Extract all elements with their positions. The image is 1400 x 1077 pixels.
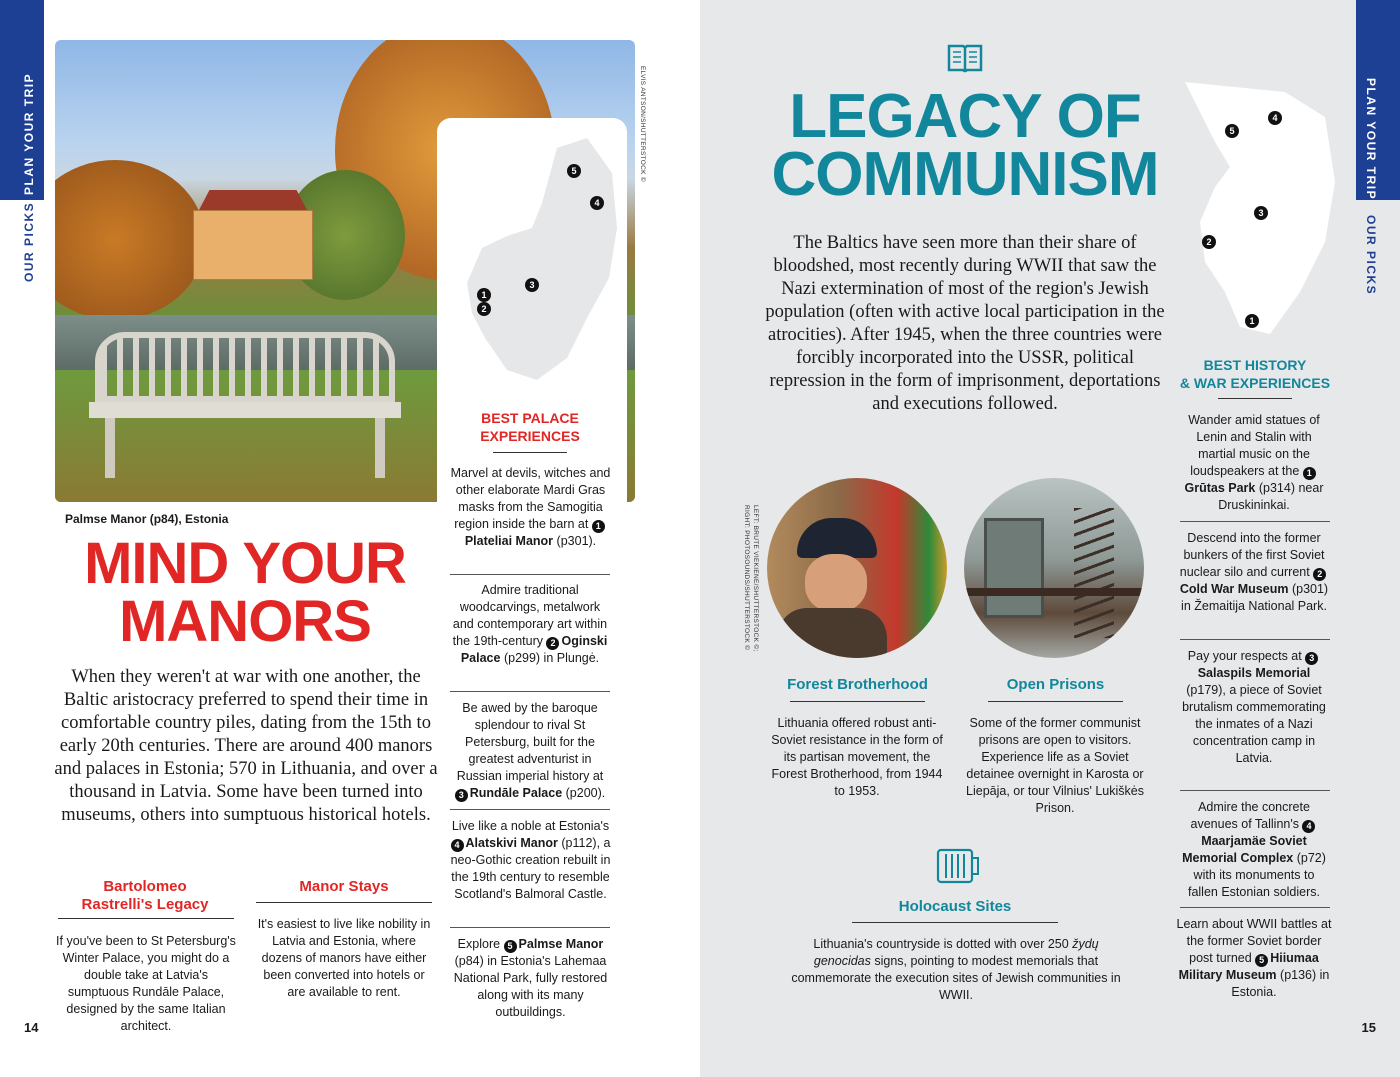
list-divider	[450, 574, 610, 575]
list-divider	[1180, 790, 1330, 791]
title-line-1: MIND YOUR	[84, 531, 406, 596]
open-prisons-text: Some of the former communist prisons are open to visitors. Experience life as a Soviet detainee overnight in Karosta or Liepāja, or tour Vilnius' Lukiškės Prison.	[966, 716, 1144, 815]
map-pin-3: 3	[1254, 206, 1268, 220]
open-prisons-photo	[964, 478, 1144, 658]
history-item-2	[1178, 530, 1330, 615]
history-heading-line2: & WAR EXPERIENCES	[1179, 375, 1331, 391]
palace-heading	[445, 409, 615, 445]
number-badge: 5	[504, 940, 517, 953]
map-pin-5: 5	[1225, 124, 1239, 138]
item-text: Wander amid statues of Lenin and Stalin with martial music on the loudspeakers at the	[1188, 413, 1320, 478]
list-divider	[450, 691, 610, 692]
holocaust-text-before: Lithuania's countryside is dotted with over 250	[813, 937, 1069, 951]
list-divider	[1180, 907, 1330, 908]
palace-item-1	[448, 465, 613, 550]
history-item-3	[1178, 648, 1330, 767]
item-text: Admire traditional woodcarvings, metalwork and contemporary art within the 19th-century	[452, 583, 608, 648]
box-manor-stays-text: It's easiest to live like nobility in Latvia and Estonia, where dozens of manors have either been converted into hotels or are available to rent.	[257, 917, 431, 999]
holocaust-sites-title: Holocaust Sites	[898, 898, 1012, 915]
book-icon	[945, 40, 985, 76]
page-number: 14	[24, 1020, 39, 1035]
item-place: Salaspils Memorial	[1197, 666, 1311, 680]
map-pin-3: 3	[525, 278, 539, 292]
title-line-2: COMMUNISM	[771, 140, 1159, 209]
item-ref: (p301) in Žemaitija National Park.	[1181, 582, 1329, 613]
section-label: OUR PICKS	[22, 201, 36, 282]
item-ref: (p112), a neo-Gothic creation rebuilt in the 19th century to resemble Scotland's Balmoral Castle.	[450, 836, 611, 901]
divider	[256, 902, 432, 903]
bar-chart-icon	[936, 846, 980, 886]
box-rastrelli-title	[60, 878, 230, 914]
item-text: Descend into the former bunkers of the first Soviet nuclear silo and current	[1179, 531, 1325, 579]
list-divider	[450, 927, 610, 928]
number-badge: 4	[451, 839, 464, 852]
box-manor-stays-title: Manor Stays	[299, 878, 389, 895]
item-text: Be awed by the baroque splendour to rival St Petersburg, built for the greatest adventurist in Russian imperial history at	[456, 701, 604, 783]
item-text: Live like a noble at Estonia's	[451, 819, 610, 833]
item-ref: (p84) in Estonia's Lahemaa National Park, fully restored along with its many outbuildings.	[453, 954, 608, 1019]
item-text: Marvel at devils, witches and other elaborate Mardi Gras masks from the Samogitia region inside the barn at	[450, 466, 611, 531]
item-text: Explore	[457, 937, 501, 951]
list-divider	[1180, 639, 1330, 640]
number-badge: 1	[1303, 467, 1316, 480]
photo-credit: ELVIS ANTSON/SHUTTERSTOCK ©	[639, 66, 646, 182]
item-ref: (p301).	[556, 534, 597, 548]
item-ref: (p72) with its monuments to fallen Estonian soldiers.	[1187, 851, 1326, 899]
photo-caption: Palmse Manor (p84), Estonia	[65, 512, 229, 526]
item-text: Learn about WWII battles at the former Soviet border post turned	[1176, 917, 1332, 965]
number-badge: 2	[546, 637, 559, 650]
holocaust-text-after: signs, pointing to modest memorials that commemorate the execution sites of Jewish communities in WWII.	[791, 954, 1121, 1002]
map-pin-4: 4	[1268, 111, 1282, 125]
item-place: Oginski Palace	[460, 634, 608, 665]
map-pin-5: 5	[567, 164, 581, 178]
number-badge: 3	[455, 789, 468, 802]
number-badge: 1	[592, 520, 605, 533]
item-ref: (p314) near Druskininkai.	[1218, 481, 1324, 512]
item-place: Rundāle Palace	[469, 786, 563, 800]
map-pin-1: 1	[477, 288, 491, 302]
palace-heading-line2: EXPERIENCES	[480, 428, 580, 444]
item-ref: (p299) in Plungė.	[503, 651, 600, 665]
divider	[1218, 398, 1292, 399]
box-rastrelli-title-line1: Bartolomeo	[103, 878, 187, 895]
palace-heading-line1: BEST PALACE	[481, 410, 579, 426]
bench	[95, 332, 395, 482]
divider	[988, 701, 1123, 702]
forest-brotherhood-title: Forest Brotherhood	[787, 676, 928, 693]
item-place: Alatskivi Manor	[465, 836, 558, 850]
palace-item-5	[448, 936, 613, 1021]
open-prisons-title: Open Prisons	[1006, 676, 1105, 693]
map-pin-2: 2	[1202, 235, 1216, 249]
map-pin-4: 4	[590, 196, 604, 210]
item-place: Grūtas Park	[1184, 481, 1256, 495]
list-divider	[1180, 521, 1330, 522]
history-item-5	[1175, 916, 1333, 1001]
box-rastrelli-text: If you've been to St Petersburg's Winter Palace, you might do a double take at Latvia's sumptuous Rundāle Palace, designed by the same Italian architect.	[56, 934, 236, 1033]
item-ref: (p179), a piece of Soviet brutalism commemorating the inmates of a Nazi concentration camp in Latvia.	[1182, 683, 1326, 765]
page-title	[55, 531, 435, 654]
palace-item-3	[450, 700, 610, 802]
map-pin-1: 1	[1245, 314, 1259, 328]
item-ref: (p136) in Estonia.	[1231, 968, 1330, 999]
holocaust-sites-text	[790, 936, 1122, 1004]
holocaust-text-italic: žydų genocidas	[813, 937, 1099, 968]
baltics-map-left	[437, 118, 627, 388]
history-heading-line1: BEST HISTORY	[1203, 357, 1307, 373]
box-rastrelli-title-line2: Rastrelli's Legacy	[81, 896, 209, 913]
intro-text: When they weren't at war with one another, the Baltic aristocracy preferred to spend their time in comfortable country piles, dating from the 15th to early 20th centuries. There are around 400 manors and palaces in Estonia; 570 in Lithuania, and over a thousand in Latvia. Some have been turned into museums, others into sumptuous historical hotels.	[54, 667, 438, 825]
right-page-title	[760, 82, 1170, 209]
section-label: OUR PICKS	[1364, 215, 1378, 296]
forest-brotherhood-photo	[767, 478, 947, 658]
item-text: Pay your respects at	[1187, 649, 1302, 663]
item-place: Palmse Manor	[518, 937, 604, 951]
item-text: Admire the concrete avenues of Tallinn's	[1190, 800, 1310, 831]
right-intro-text: The Baltics have seen more than their share of bloodshed, most recently during WWII that saw the Nazi extermination of most of the region's Jewish population (often with active local participation in the atrocities). After 1945, when the three countries were forcibly incorporated into the USSR, political repression in the form of imprisonment, deportations and executions followed.	[765, 233, 1165, 414]
number-badge: 2	[1313, 568, 1326, 581]
title-line-1: LEGACY OF	[789, 82, 1141, 151]
item-place: Cold War Museum	[1179, 582, 1289, 596]
number-badge: 3	[1305, 652, 1318, 665]
list-divider	[450, 809, 610, 810]
item-place: Maarjamäe Soviet Memorial Complex	[1182, 834, 1307, 865]
number-badge: 5	[1255, 954, 1268, 967]
photo-credit-line2: RIGHT: PHOTOSOUNDS/SHUTTERSTOCK ©	[743, 505, 750, 651]
history-item-4	[1178, 799, 1330, 901]
tab-label: PLAN YOUR TRIP	[22, 72, 36, 195]
tab-plan-your-trip-right	[1356, 0, 1400, 200]
forest-brotherhood-text: Lithuania offered robust anti-Soviet resistance in the form of its partisan movement, the Forest Brotherhood, from 1944 to 1953.	[771, 716, 943, 798]
title-line-2: MANORS	[119, 589, 371, 654]
photo-credit-line1: LEFT: BRUTE VIEKIENE/SHUTTERSTOCK ©;	[752, 505, 759, 652]
item-ref: (p200).	[565, 786, 606, 800]
number-badge: 4	[1302, 820, 1315, 833]
item-place: Hiiumaa Military Museum	[1178, 951, 1319, 982]
tab-label: PLAN YOUR TRIP	[1364, 78, 1378, 201]
map-pin-2: 2	[477, 302, 491, 316]
item-place: Plateliai Manor	[464, 534, 554, 548]
divider	[493, 452, 567, 453]
history-heading	[1175, 356, 1335, 392]
page-number: 15	[1361, 1020, 1376, 1035]
history-item-1	[1178, 412, 1330, 514]
divider	[58, 918, 234, 919]
palace-item-2	[450, 582, 610, 667]
palace-item-4	[448, 818, 613, 903]
divider	[790, 701, 925, 702]
divider	[852, 922, 1058, 923]
